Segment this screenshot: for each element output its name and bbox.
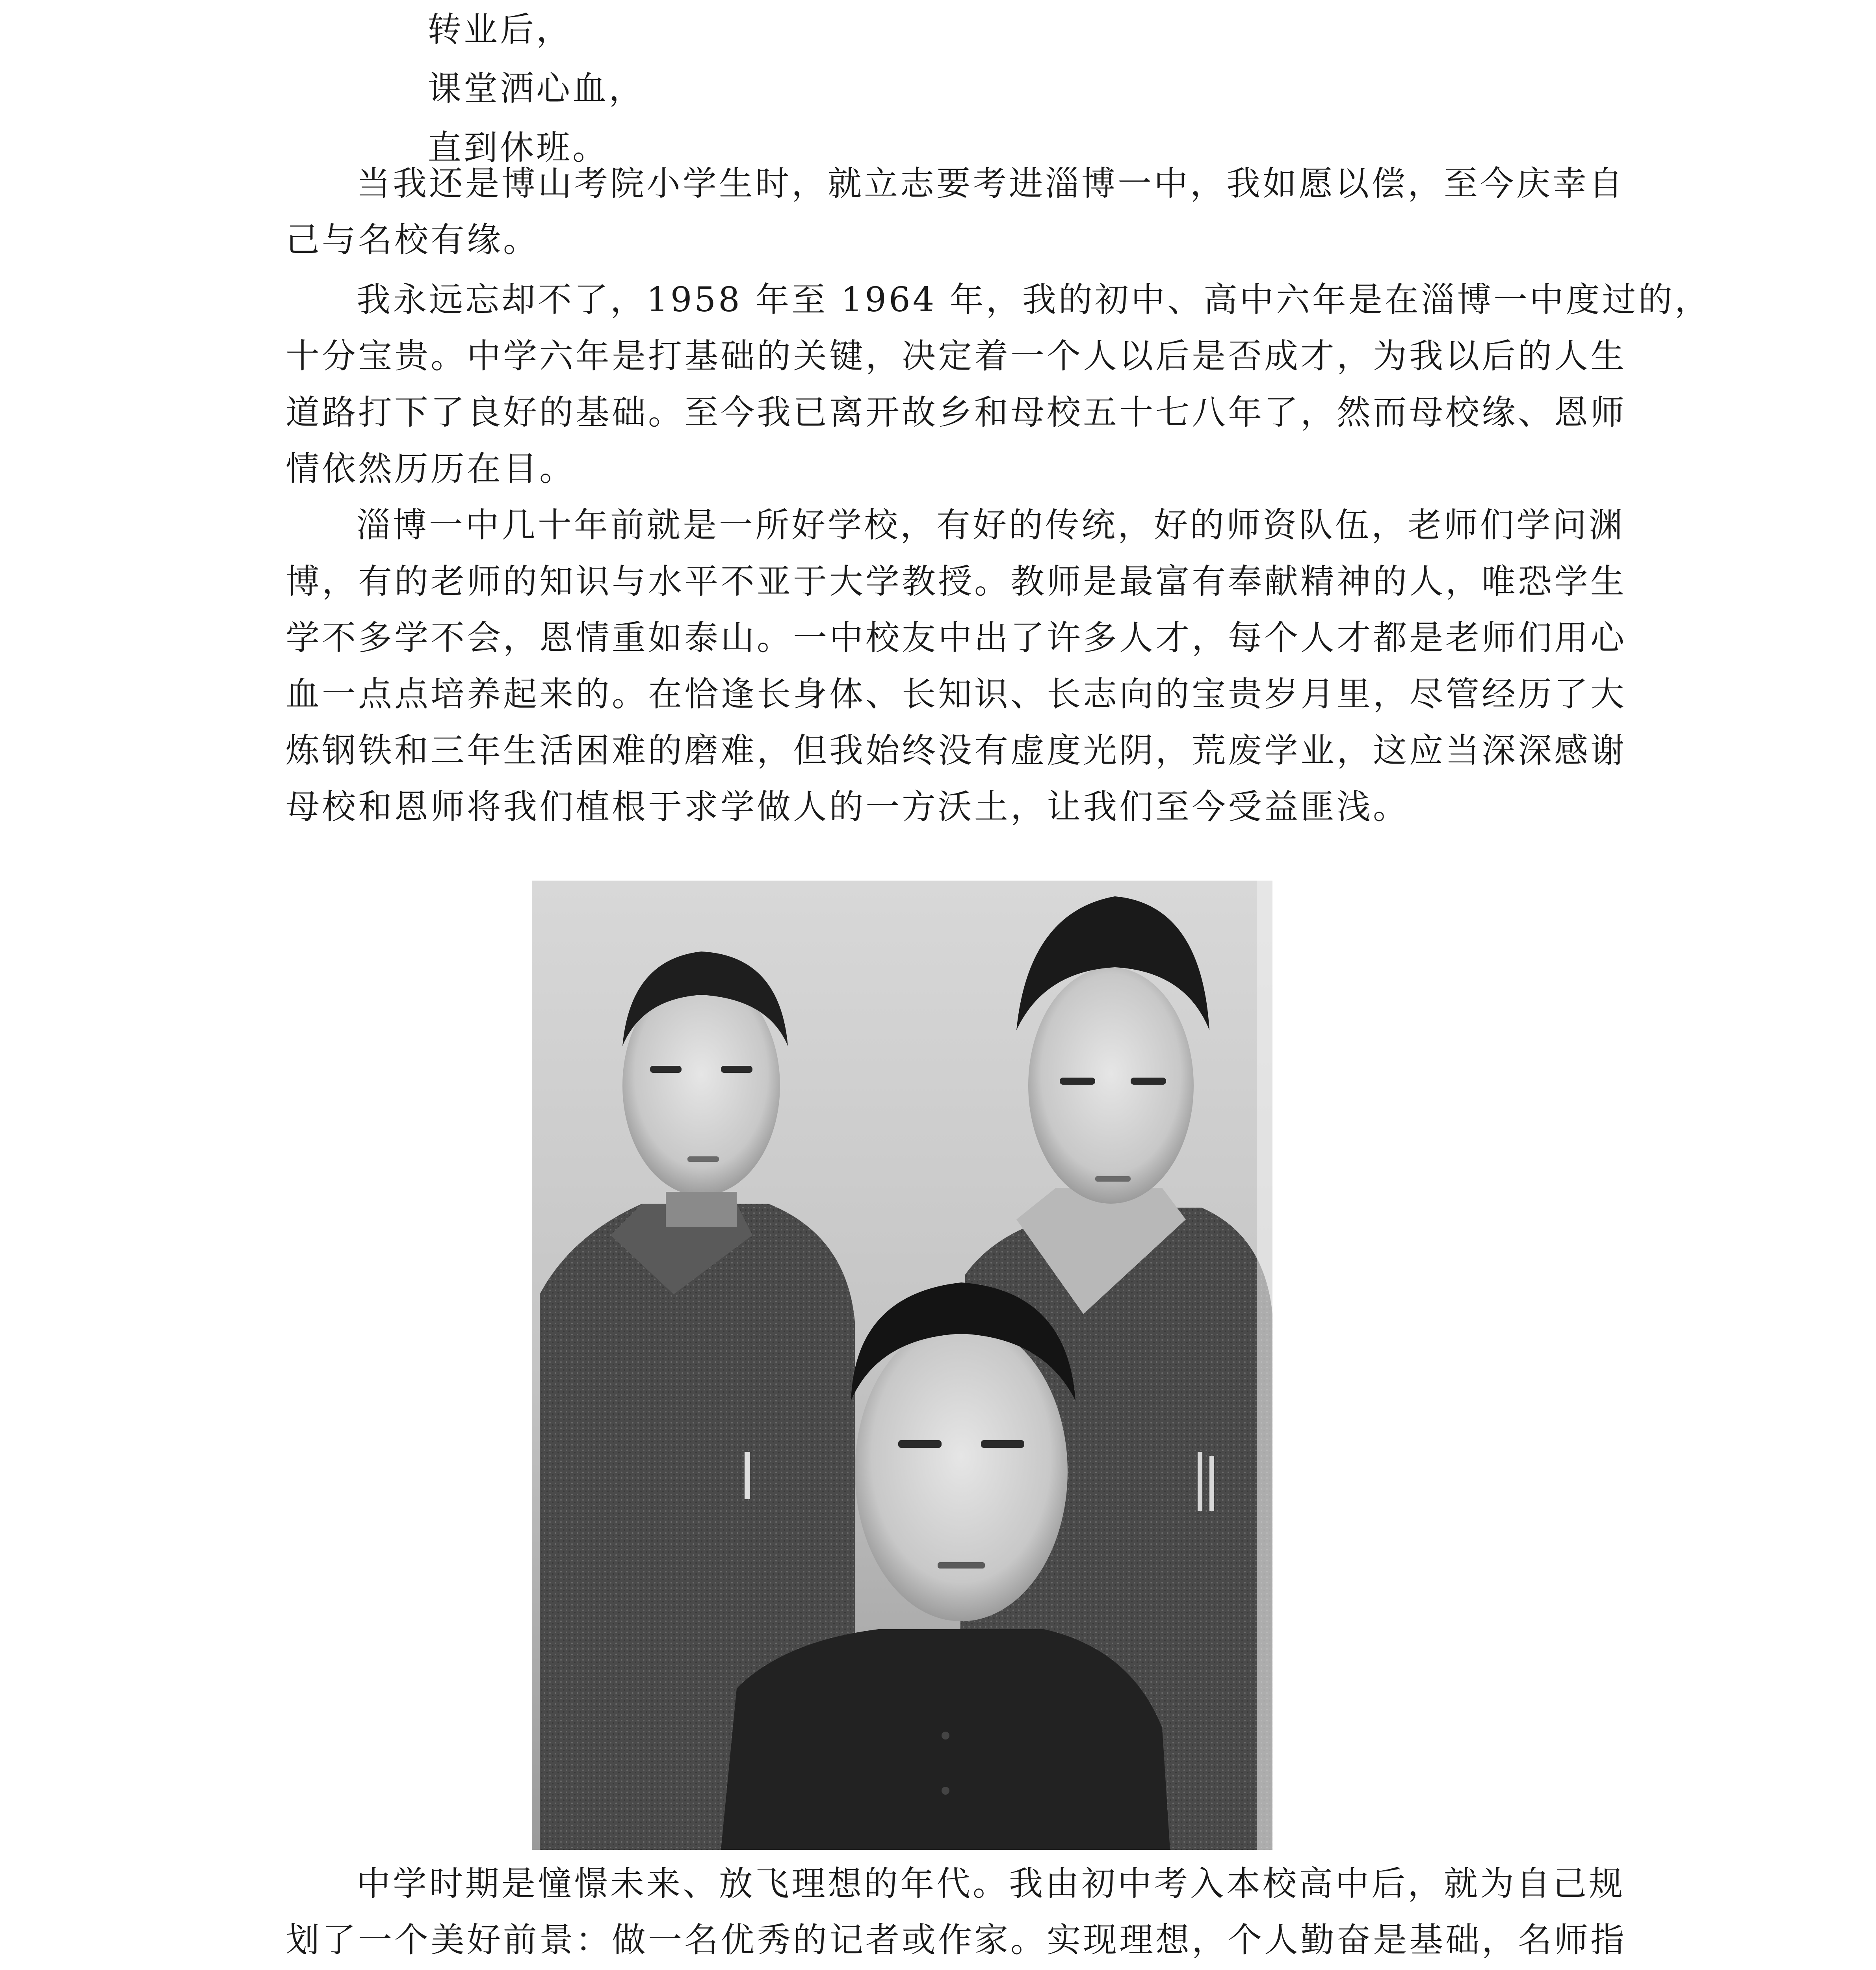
paragraph-line: 母校和恩师将我们植根于求学做人的一方沃土，让我们至今受益匪浅。 <box>286 787 1409 827</box>
paragraph <box>286 1856 1627 1970</box>
paragraph-line: 当我还是博山考院小学生时，就立志要考进淄博一中，我如愿以偿，至今庆幸自 <box>357 164 1625 203</box>
paragraph-line: 我永远忘却不了，1958 年至 1964 年，我的初中、高中六年是在淄博一中度过的， <box>357 280 1711 320</box>
paragraph-line: 情依然历历在目。 <box>286 449 576 489</box>
paragraph-line: 中学时期是憧憬未来、放飞理想的年代。我由初中考入本校高中后，就为自己规 <box>357 1864 1625 1903</box>
paragraph <box>286 272 1711 497</box>
paragraph-line: 划了一个美好前景：做一名优秀的记者或作家。实现理想，个人勤奋是基础，名师指 <box>286 1920 1627 1960</box>
paragraph <box>286 156 1625 268</box>
paragraph-line: 道路打下了良好的基础。至今我已离开故乡和母校五十七八年了，然而母校缘、恩师 <box>286 393 1627 432</box>
paragraph-line: 十分宝贵。中学六年是打基础的关键，决定着一个人以后是否成才，为我以后的人生 <box>286 336 1627 376</box>
three-person-photo <box>532 881 1272 1850</box>
paragraph <box>286 497 1627 835</box>
paragraph-line: 淄博一中几十年前就是一所好学校，有好的传统，好的师资队伍，老师们学问渊 <box>357 506 1625 545</box>
paragraph-line: 血一点点培养起来的。在恰逢长身体、长知识、长志向的宝贵岁月里，尽管经历了大 <box>286 675 1627 714</box>
paragraph-line: 炼钢铁和三年生活困难的磨难，但我始终没有虚度光阴，荒废学业，这应当深深感谢 <box>286 731 1627 770</box>
paragraph-line <box>286 1968 1594 1970</box>
paragraph-line: 己与名校有缘。 <box>286 220 539 260</box>
poem-line: 转业后， <box>427 10 572 49</box>
paragraph-line: 博，有的老师的知识与水平不亚于大学教授。教师是最富有奉献精神的人，唯恐学生 <box>286 562 1627 601</box>
poem-block <box>427 0 645 177</box>
poem-line: 课堂洒心血， <box>427 69 645 108</box>
poem-line: 直到休班。 <box>427 128 609 167</box>
paragraph-line: 学不多学不会，恩情重如泰山。一中校友中出了许多人才，每个人才都是老师们用心 <box>286 618 1627 658</box>
three-person-photo-icon <box>532 881 1272 1850</box>
